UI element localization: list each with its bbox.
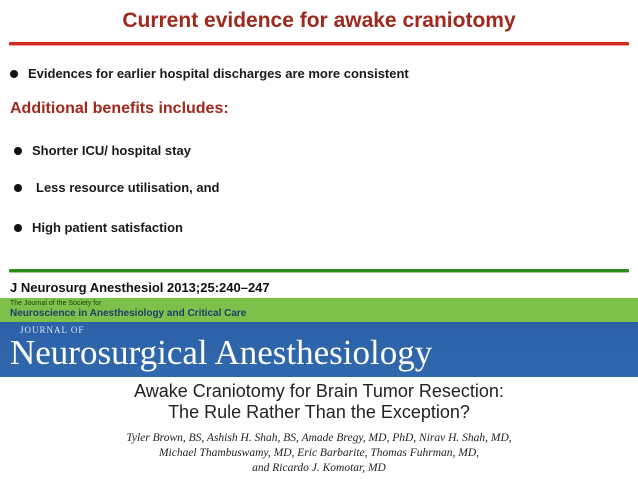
journal-masthead bbox=[0, 298, 638, 377]
bullet-dot-icon bbox=[10, 70, 18, 78]
benefit-item bbox=[14, 180, 220, 195]
article-authors-line: Tyler Brown, BS, Ashish H. Shah, BS, Amade Bregy, MD, PhD, Nirav H. Shah, MD, bbox=[126, 432, 512, 444]
title-underline bbox=[9, 42, 629, 45]
article-title-line: The Rule Rather Than the Exception? bbox=[168, 402, 470, 422]
slide-title: Current evidence for awake craniotomy bbox=[122, 9, 516, 32]
article-title-line: Awake Craniotomy for Brain Tumor Resection: bbox=[134, 381, 504, 401]
intro-bullet-text: Evidences for earlier hospital discharges are more consistent bbox=[28, 66, 409, 81]
bullet-dot-icon bbox=[14, 224, 22, 232]
benefit-item-text: Less resource utilisation, and bbox=[36, 180, 220, 195]
benefit-item-text: Shorter ICU/ hospital stay bbox=[32, 143, 191, 158]
article-authors-line: and Ricardo J. Komotar, MD bbox=[252, 462, 386, 474]
journal-of-label: JOURNAL OF bbox=[20, 325, 85, 335]
bullet-dot-icon bbox=[14, 184, 22, 192]
masthead-society-strip bbox=[0, 298, 638, 322]
intro-bullet bbox=[10, 66, 409, 81]
bullet-dot-icon bbox=[14, 147, 22, 155]
benefits-heading: Additional benefits includes: bbox=[10, 100, 229, 117]
section-divider bbox=[9, 269, 629, 272]
society-name: Neuroscience in Anesthesiology and Critical Care bbox=[10, 308, 247, 319]
benefit-item-text: High patient satisfaction bbox=[32, 220, 183, 235]
benefit-item bbox=[14, 220, 183, 235]
article-authors-line: Michael Thambuswamy, MD, Eric Barbarite, Thomas Fuhrman, MD, bbox=[158, 447, 480, 459]
journal-citation: J Neurosurg Anesthesiol 2013;25:240–247 bbox=[10, 280, 270, 295]
benefit-item bbox=[14, 143, 191, 158]
journal-name: Neurosurgical Anesthesiology bbox=[10, 333, 433, 372]
society-line: The Journal of the Society for bbox=[10, 300, 102, 307]
